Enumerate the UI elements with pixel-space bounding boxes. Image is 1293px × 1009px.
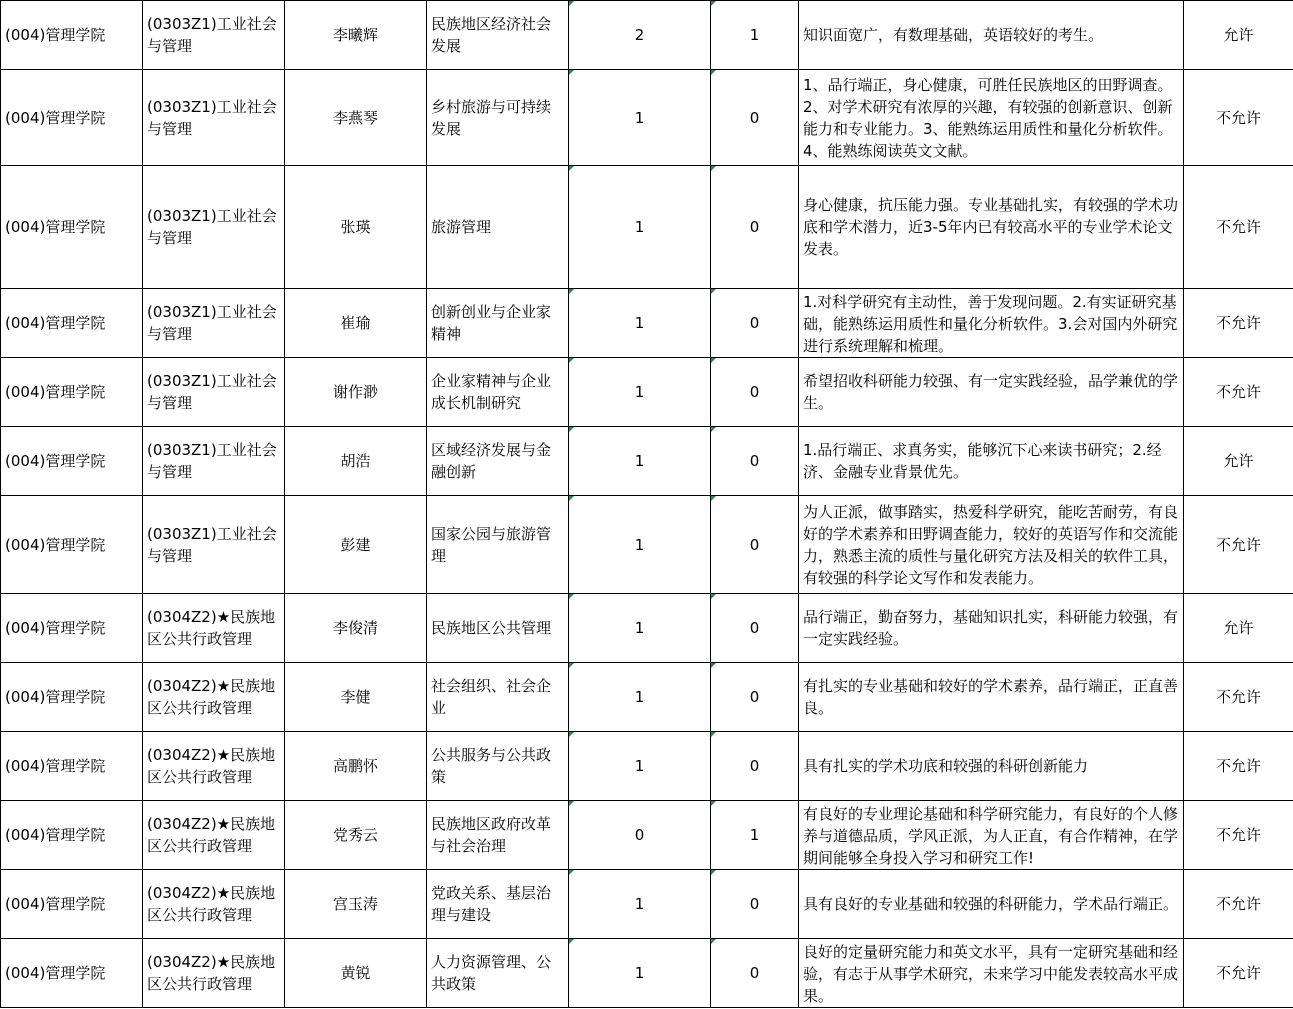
quota-cell[interactable]: [569, 870, 711, 939]
direction-cell[interactable]: [427, 663, 569, 732]
quota-extra-cell[interactable]: [711, 427, 799, 496]
college-cell-text: (004)管理学院: [5, 964, 106, 982]
major-cell-text: (0303Z1)工业社会与管理: [147, 441, 277, 481]
college-cell[interactable]: [1, 289, 143, 358]
tutor-cell-text: 李曦辉: [332, 26, 378, 44]
college-cell[interactable]: [1, 663, 143, 732]
table-row: [1, 870, 1293, 939]
quota-cell[interactable]: [569, 70, 711, 166]
quota-extra-cell-text: 0: [749, 383, 760, 401]
cross-discipline-cell[interactable]: [1184, 870, 1293, 939]
major-cell[interactable]: [143, 801, 285, 870]
requirement-cell[interactable]: [799, 870, 1184, 939]
direction-cell-text: 公共服务与公共政策: [431, 746, 552, 786]
table-row: [1, 732, 1293, 801]
tutor-cell-text: 崔瑜: [340, 314, 371, 332]
major-cell[interactable]: [143, 663, 285, 732]
college-cell-text: (004)管理学院: [5, 26, 106, 44]
cross-discipline-cell-text: 不允许: [1215, 218, 1261, 236]
tutor-cell-text: 李俊清: [332, 619, 378, 637]
quota-cell-text: 1: [634, 895, 645, 913]
requirement-cell[interactable]: [799, 496, 1184, 594]
requirement-cell[interactable]: [799, 663, 1184, 732]
quota-extra-cell[interactable]: [711, 939, 799, 1008]
college-cell[interactable]: [1, 70, 143, 166]
college-cell[interactable]: [1, 939, 143, 1008]
quota-cell[interactable]: [569, 801, 711, 870]
cross-discipline-cell-text: 不允许: [1215, 964, 1261, 982]
requirement-cell-text: 具有扎实的学术功底和较强的科研创新能力: [803, 757, 1089, 775]
cross-discipline-cell[interactable]: [1184, 496, 1293, 594]
major-cell[interactable]: [143, 289, 285, 358]
table-row: [1, 801, 1293, 870]
quota-extra-cell[interactable]: [711, 289, 799, 358]
cross-discipline-cell[interactable]: [1184, 594, 1293, 663]
quota-extra-cell-text: 0: [749, 218, 760, 236]
direction-cell[interactable]: [427, 939, 569, 1008]
quota-extra-cell[interactable]: [711, 496, 799, 594]
table-row: [1, 289, 1293, 358]
requirement-cell-text: 品行端正，勤奋努力，基础知识扎实，科研能力较强，有一定实践经验。: [803, 608, 1179, 648]
table-row: [1, 166, 1293, 289]
quota-extra-cell-text: 1: [749, 826, 760, 844]
direction-cell[interactable]: [427, 166, 569, 289]
cross-discipline-cell-text: 不允许: [1215, 383, 1261, 401]
quota-cell[interactable]: [569, 289, 711, 358]
college-cell-text: (004)管理学院: [5, 757, 106, 775]
table-row: [1, 496, 1293, 594]
table-row: [1, 358, 1293, 427]
quota-extra-cell[interactable]: [711, 870, 799, 939]
table-row: [1, 427, 1293, 496]
tutor-cell-text: 彭建: [340, 535, 371, 554]
direction-cell[interactable]: [427, 870, 569, 939]
cross-discipline-cell[interactable]: [1184, 1, 1293, 70]
college-cell-text: (004)管理学院: [5, 314, 106, 332]
college-cell[interactable]: [1, 427, 143, 496]
requirement-cell[interactable]: [799, 70, 1184, 166]
direction-cell-text: 社会组织、社会企业: [431, 677, 552, 717]
college-cell-text: (004)管理学院: [5, 535, 106, 554]
requirement-cell[interactable]: [799, 1, 1184, 70]
quota-extra-cell[interactable]: [711, 594, 799, 663]
college-cell[interactable]: [1, 732, 143, 801]
direction-cell-text: 创新创业与企业家精神: [431, 303, 552, 343]
quota-cell-text: 0: [634, 826, 645, 844]
college-cell-text: (004)管理学院: [5, 218, 106, 236]
direction-cell-text: 国家公园与旅游管理: [431, 524, 552, 565]
direction-cell-text: 人力资源管理、公共政策: [431, 953, 552, 993]
cross-discipline-cell-text: 允许: [1223, 26, 1254, 44]
direction-cell-text: 乡村旅游与可持续发展: [431, 97, 552, 138]
quota-extra-cell-text: 0: [749, 964, 760, 982]
major-cell-text: (0304Z2)★民族地区公共行政管理: [147, 677, 276, 717]
requirement-cell[interactable]: [799, 594, 1184, 663]
requirement-cell[interactable]: [799, 801, 1184, 870]
direction-cell-text: 区域经济发展与金融创新: [431, 441, 552, 481]
cross-discipline-cell[interactable]: [1184, 166, 1293, 289]
requirement-cell-text: 希望招收科研能力较强、有一定实践经验，品学兼优的学生。: [803, 372, 1179, 412]
direction-cell-text: 企业家精神与企业成长机制研究: [431, 372, 552, 412]
tutor-cell-text: 李燕琴: [332, 108, 378, 127]
college-cell[interactable]: [1, 870, 143, 939]
cross-discipline-cell[interactable]: [1184, 801, 1293, 870]
tutor-cell-text: 李健: [340, 688, 371, 706]
tutor-cell-text: 高鹏怀: [332, 757, 378, 775]
direction-cell[interactable]: [427, 496, 569, 594]
requirement-cell-text: 1、品行端正，身心健康，可胜任民族地区的田野调查。2、对学术研究有浓厚的兴趣，有较强的创新意识、创新能力和专业能力。3、能熟练运用质性和量化分析软件。4、能熟练阅读英文文献。: [803, 75, 1173, 160]
requirement-cell-text: 为人正派，做事踏实，热爱科学研究，能吃苦耐劳，有良好的学术素养和田野调查能力，较好的英语写作和交流能力，熟悉主流的质性与量化研究方法及相关的软件工具，有较强的科学论文写作和发表能力。: [803, 502, 1179, 587]
quota-extra-cell[interactable]: [711, 1, 799, 70]
major-cell[interactable]: [143, 870, 285, 939]
college-cell-text: (004)管理学院: [5, 826, 106, 844]
tutor-cell[interactable]: [285, 1, 427, 70]
major-cell[interactable]: [143, 1, 285, 70]
requirement-cell[interactable]: [799, 939, 1184, 1008]
major-cell-text: (0303Z1)工业社会与管理: [147, 15, 277, 55]
major-cell-text: (0303Z1)工业社会与管理: [147, 524, 277, 565]
direction-cell-text: 民族地区政府改革与社会治理: [431, 815, 552, 855]
direction-cell[interactable]: [427, 1, 569, 70]
direction-cell-text: 党政关系、基层治理与建设: [431, 884, 552, 924]
quota-cell[interactable]: [569, 594, 711, 663]
requirement-cell-text: 良好的定量研究能力和英文水平，具有一定研究基础和经验，有志于从事学术研究，未来学习中能发表较高水平成果。: [803, 942, 1179, 1005]
direction-cell-text: 旅游管理: [431, 218, 492, 236]
cross-discipline-cell[interactable]: [1184, 663, 1293, 732]
table-row: [1, 663, 1293, 732]
quota-cell[interactable]: [569, 1, 711, 70]
tutor-cell[interactable]: [285, 427, 427, 496]
direction-cell[interactable]: [427, 358, 569, 427]
major-cell[interactable]: [143, 939, 285, 1008]
college-cell-text: (004)管理学院: [5, 619, 106, 637]
requirement-cell-text: 身心健康，抗压能力强。专业基础扎实，有较强的学术功底和学术潜力，近3-5年内已有较高水平的专业学术论文发表。: [803, 196, 1179, 258]
table-row: [1, 1, 1293, 70]
cross-discipline-cell-text: 允许: [1223, 619, 1254, 637]
tutor-cell-text: 黄锐: [340, 964, 371, 982]
quota-extra-cell[interactable]: [711, 70, 799, 166]
requirement-cell-text: 有良好的专业理论基础和科学研究能力，有良好的个人修养与道德品质，学风正派，为人正直，有合作精神，在学期间能够全身投入学习和研究工作!: [803, 804, 1179, 867]
tutor-cell[interactable]: [285, 939, 427, 1008]
quota-extra-cell[interactable]: [711, 732, 799, 801]
requirement-cell-text: 1.品行端正、求真务实，能够沉下心来读书研究；2.经济、金融专业背景优先。: [803, 441, 1162, 481]
major-cell[interactable]: [143, 358, 285, 427]
table-row: [1, 939, 1293, 1008]
tutor-cell-text: 谢作渺: [332, 383, 378, 401]
college-cell-text: (004)管理学院: [5, 688, 106, 706]
major-cell-text: (0304Z2)★民族地区公共行政管理: [147, 746, 276, 786]
college-cell[interactable]: [1, 496, 143, 594]
cross-discipline-cell-text: 不允许: [1215, 757, 1261, 775]
major-cell-text: (0303Z1)工业社会与管理: [147, 372, 277, 412]
quota-cell[interactable]: [569, 358, 711, 427]
tutor-cell[interactable]: [285, 663, 427, 732]
college-cell[interactable]: [1, 801, 143, 870]
quota-extra-cell-text: 0: [749, 757, 760, 775]
tutor-cell-text: 宫玉涛: [332, 895, 378, 913]
quota-cell[interactable]: [569, 663, 711, 732]
major-cell[interactable]: [143, 70, 285, 166]
quota-cell-text: 1: [634, 688, 645, 706]
cross-discipline-cell[interactable]: [1184, 732, 1293, 801]
major-cell[interactable]: [143, 427, 285, 496]
quota-cell[interactable]: [569, 166, 711, 289]
cross-discipline-cell-text: 不允许: [1215, 108, 1261, 127]
quota-extra-cell-text: 0: [749, 452, 760, 470]
quota-cell-text: 1: [634, 619, 645, 637]
cross-discipline-cell-text: 允许: [1223, 452, 1254, 470]
table-row: [1, 594, 1293, 663]
tutor-cell-text: 张瑛: [340, 218, 371, 236]
college-cell-text: (004)管理学院: [5, 108, 106, 127]
direction-cell[interactable]: [427, 70, 569, 166]
tutor-cell[interactable]: [285, 496, 427, 594]
quota-cell[interactable]: [569, 732, 711, 801]
major-cell[interactable]: [143, 496, 285, 594]
quota-extra-cell-text: 0: [749, 895, 760, 913]
requirement-cell[interactable]: [799, 427, 1184, 496]
cross-discipline-cell[interactable]: [1184, 289, 1293, 358]
quota-cell-text: 1: [634, 452, 645, 470]
cross-discipline-cell[interactable]: [1184, 70, 1293, 166]
major-cell-text: (0304Z2)★民族地区公共行政管理: [147, 815, 276, 855]
college-cell-text: (004)管理学院: [5, 383, 106, 401]
quota-cell-text: 1: [634, 964, 645, 982]
college-cell[interactable]: [1, 594, 143, 663]
quota-extra-cell-text: 1: [749, 26, 760, 44]
direction-cell[interactable]: [427, 594, 569, 663]
requirement-cell[interactable]: [799, 358, 1184, 427]
quota-extra-cell[interactable]: [711, 801, 799, 870]
requirement-cell-text: 1.对科学研究有主动性，善于发现问题。2.有实证研究基础，能熟练运用质性和量化分析软件。3.会对国内外研究进行系统理解和梳理。: [803, 292, 1178, 355]
quota-cell-text: 2: [634, 26, 645, 44]
quota-cell-text: 1: [634, 757, 645, 775]
tutor-cell[interactable]: [285, 70, 427, 166]
quota-cell-text: 1: [634, 218, 645, 236]
quota-extra-cell-text: 0: [749, 688, 760, 706]
quota-extra-cell[interactable]: [711, 166, 799, 289]
cross-discipline-cell[interactable]: [1184, 358, 1293, 427]
quota-cell-text: 1: [634, 383, 645, 401]
tutor-cell-text: 胡浩: [340, 452, 371, 470]
college-cell[interactable]: [1, 1, 143, 70]
quota-cell[interactable]: [569, 427, 711, 496]
tutor-cell[interactable]: [285, 166, 427, 289]
quota-extra-cell-text: 0: [749, 535, 760, 554]
college-cell[interactable]: [1, 166, 143, 289]
direction-cell-text: 民族地区公共管理: [431, 619, 552, 637]
requirement-cell-text: 知识面宽广，有数理基础，英语较好的考生。: [803, 26, 1104, 44]
requirement-cell[interactable]: [799, 732, 1184, 801]
direction-cell[interactable]: [427, 289, 569, 358]
requirement-cell[interactable]: [799, 166, 1184, 289]
major-cell[interactable]: [143, 166, 285, 289]
major-cell-text: (0303Z1)工业社会与管理: [147, 207, 277, 247]
quota-extra-cell[interactable]: [711, 358, 799, 427]
cross-discipline-cell[interactable]: [1184, 427, 1293, 496]
requirement-cell-text: 具有良好的专业基础和较强的科研能力，学术品行端正。: [803, 895, 1179, 913]
tutor-cell[interactable]: [285, 289, 427, 358]
direction-cell[interactable]: [427, 732, 569, 801]
major-cell-text: (0303Z1)工业社会与管理: [147, 303, 277, 343]
direction-cell[interactable]: [427, 427, 569, 496]
direction-cell[interactable]: [427, 801, 569, 870]
quota-cell[interactable]: [569, 496, 711, 594]
major-cell-text: (0304Z2)★民族地区公共行政管理: [147, 884, 276, 924]
tutor-cell[interactable]: [285, 870, 427, 939]
requirement-cell-text: 有扎实的专业基础和较好的学术素养，品行端正，正直善良。: [803, 677, 1179, 717]
college-cell-text: (004)管理学院: [5, 895, 106, 913]
college-cell[interactable]: [1, 358, 143, 427]
table-body: [1, 1, 1293, 1008]
major-cell-text: (0303Z1)工业社会与管理: [147, 97, 277, 138]
tutor-cell[interactable]: [285, 801, 427, 870]
major-cell-text: (0304Z2)★民族地区公共行政管理: [147, 608, 276, 648]
quota-extra-cell-text: 0: [749, 619, 760, 637]
tutor-cell[interactable]: [285, 594, 427, 663]
major-cell[interactable]: [143, 594, 285, 663]
quota-extra-cell-text: 0: [749, 108, 760, 127]
cross-discipline-cell-text: 不允许: [1215, 314, 1261, 332]
quota-cell-text: 1: [634, 108, 645, 127]
college-cell-text: (004)管理学院: [5, 452, 106, 470]
cross-discipline-cell-text: 不允许: [1215, 688, 1261, 706]
tutor-cell-text: 党秀云: [332, 826, 378, 844]
quota-extra-cell-text: 0: [749, 314, 760, 332]
quota-cell-text: 1: [634, 535, 645, 554]
quota-cell-text: 1: [634, 314, 645, 332]
tutor-cell[interactable]: [285, 732, 427, 801]
major-cell-text: (0304Z2)★民族地区公共行政管理: [147, 953, 276, 993]
quota-cell[interactable]: [569, 939, 711, 1008]
cross-discipline-cell-text: 不允许: [1215, 826, 1261, 844]
cross-discipline-cell[interactable]: [1184, 939, 1293, 1008]
quota-extra-cell[interactable]: [711, 663, 799, 732]
cross-discipline-cell-text: 不允许: [1215, 895, 1261, 913]
requirement-cell[interactable]: [799, 289, 1184, 358]
direction-cell-text: 民族地区经济社会发展: [431, 15, 552, 55]
table-row: [1, 70, 1293, 166]
cross-discipline-cell-text: 不允许: [1215, 535, 1261, 554]
tutor-cell[interactable]: [285, 358, 427, 427]
major-cell[interactable]: [143, 732, 285, 801]
